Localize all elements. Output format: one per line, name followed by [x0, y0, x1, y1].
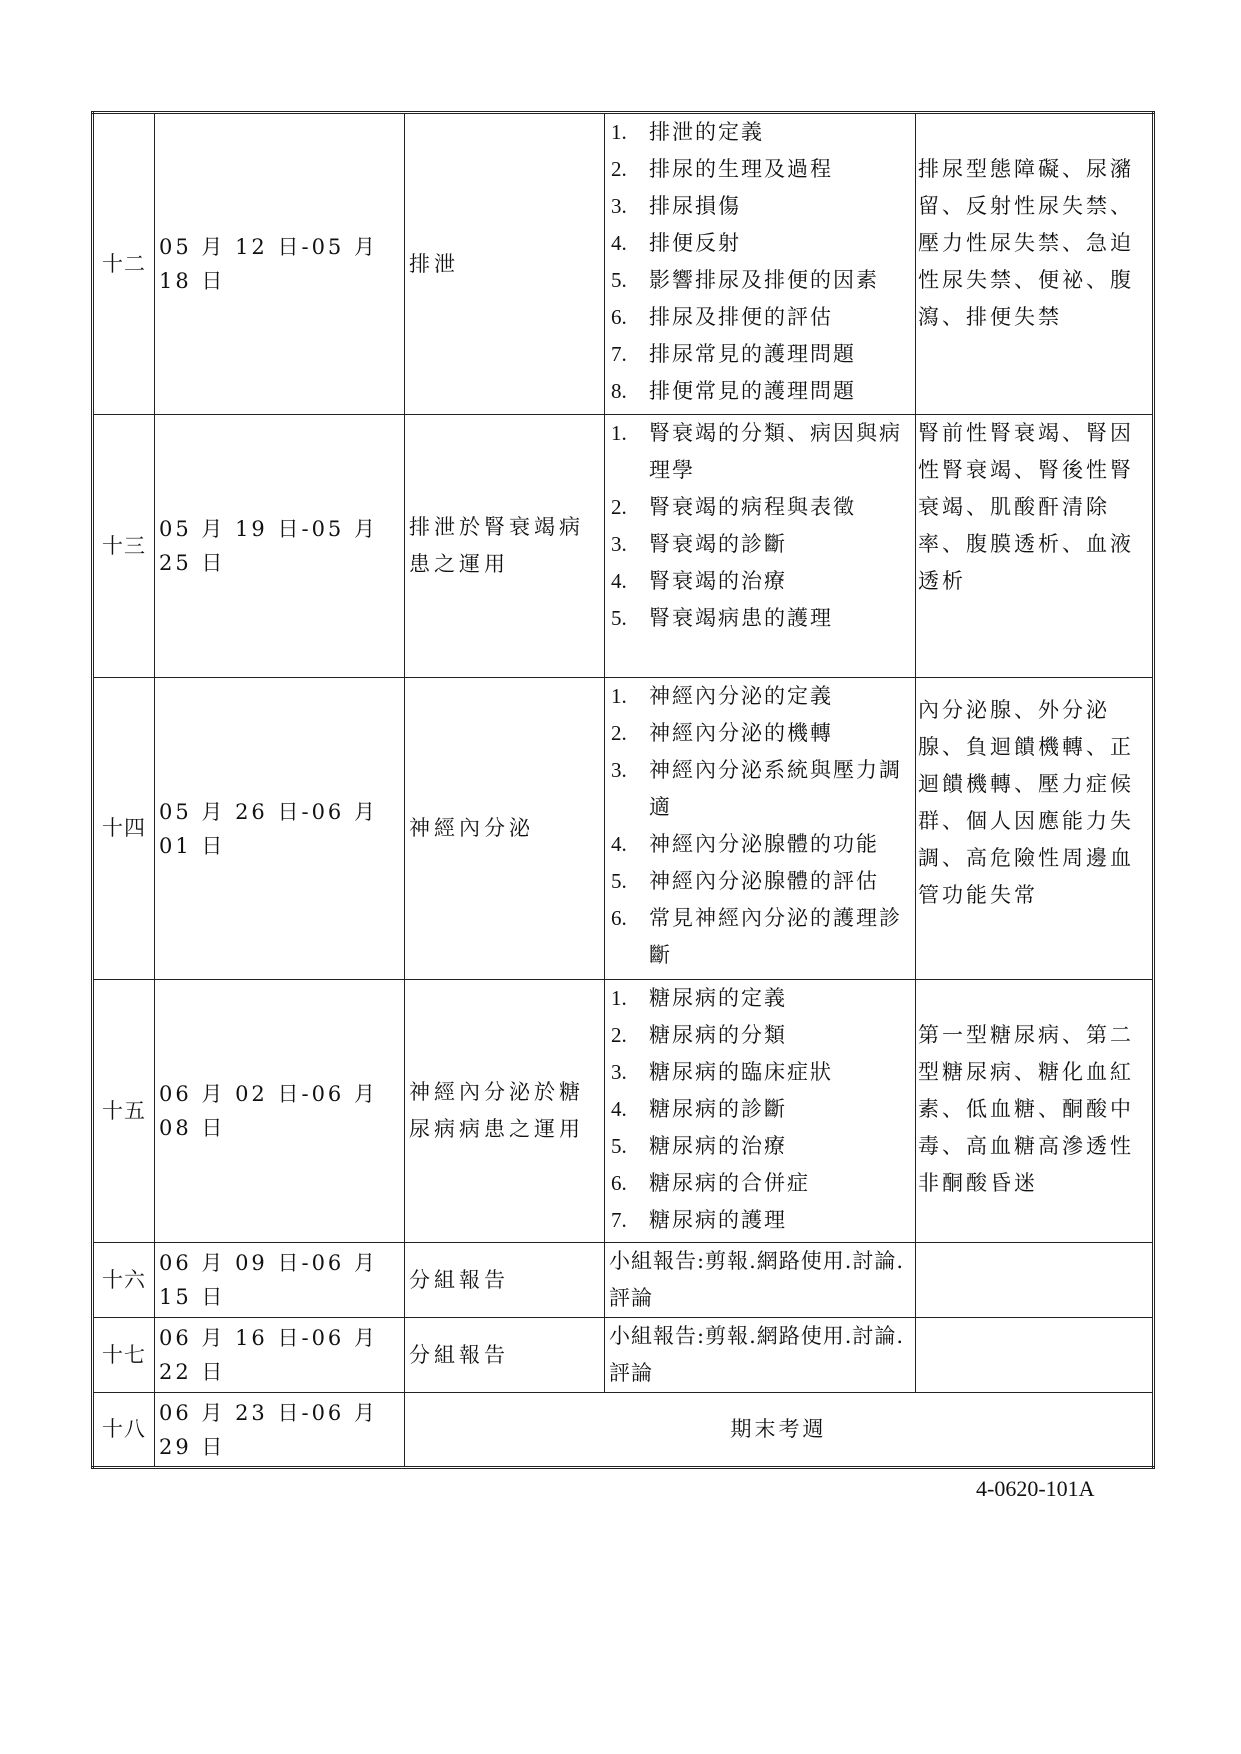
- list-item: [611, 678, 913, 715]
- note-cell: 小組報告:剪報.網路使用.討論.評論: [605, 1243, 916, 1318]
- keywords-cell: [916, 980, 1154, 1243]
- item-number: 2.: [611, 495, 627, 519]
- item-number: 6.: [611, 906, 627, 930]
- week-cell: 十七: [93, 1318, 155, 1393]
- item-text: 糖尿病的護理: [649, 1208, 787, 1232]
- table-row: [93, 1393, 1154, 1468]
- keywords-text: 排尿型態障礙、尿瀦留、反射性尿失禁、壓力性尿失禁、急迫性尿失禁、便祕、腹瀉、排便失禁: [918, 157, 1134, 329]
- topic-list: [611, 678, 913, 974]
- list-item: [611, 1017, 913, 1054]
- list-item: [611, 114, 913, 151]
- item-text: 排便常見的護理問題: [649, 379, 856, 403]
- item-text: 腎衰竭的診斷: [649, 532, 787, 556]
- item-number: 5.: [611, 1134, 627, 1158]
- item-number: 4.: [611, 1097, 627, 1121]
- week-cell: 十四: [93, 678, 155, 980]
- week-cell: 十三: [93, 415, 155, 678]
- list-item: [611, 336, 913, 373]
- topic-list: [611, 114, 913, 410]
- date-cell: 06 月 23 日-06 月 29 日: [155, 1393, 405, 1468]
- list-item: [611, 225, 913, 262]
- list-item: [611, 1165, 913, 1202]
- keywords-cell: [916, 415, 1154, 678]
- item-text: 神經內分泌腺體的評估: [649, 869, 879, 893]
- list-item: [611, 151, 913, 188]
- unit-cell: 排泄於腎衰竭病患之運用: [405, 415, 605, 678]
- item-number: 3.: [611, 758, 627, 782]
- list-item: [611, 715, 913, 752]
- week-cell: 十二: [93, 113, 155, 415]
- item-text: 神經內分泌的機轉: [649, 721, 833, 745]
- date-cell: 05 月 26 日-06 月 01 日: [155, 678, 405, 980]
- form-code: 4-0620-101A: [976, 1476, 1095, 1501]
- list-item: [611, 1202, 913, 1239]
- item-number: 1.: [611, 986, 627, 1010]
- list-item: [611, 1091, 913, 1128]
- list-item: [611, 563, 913, 600]
- item-text: 腎衰竭的病程與表徵: [649, 495, 856, 519]
- keywords-cell: [916, 1318, 1154, 1393]
- unit-cell: 分組報告: [405, 1243, 605, 1318]
- item-text: 腎衰竭的分類、病因與病理學: [649, 421, 902, 482]
- keywords-text: 第一型糖尿病、第二型糖尿病、糖化血紅素、低血糖、酮酸中毒、高血糖高滲透性非酮酸昏迷: [918, 1023, 1134, 1195]
- list-item: [611, 526, 913, 563]
- item-number: 4.: [611, 231, 627, 255]
- item-text: 影響排尿及排便的因素: [649, 268, 879, 292]
- note-cell: 小組報告:剪報.網路使用.討論.評論: [605, 1318, 916, 1393]
- unit-cell: 排泄: [405, 113, 605, 415]
- table-row: [93, 1318, 1154, 1393]
- item-number: 6.: [611, 1171, 627, 1195]
- item-text: 糖尿病的治療: [649, 1134, 787, 1158]
- item-text: 排尿的生理及過程: [649, 157, 833, 181]
- unit-cell: 神經內分泌: [405, 678, 605, 980]
- date-cell: 06 月 02 日-06 月 08 日: [155, 980, 405, 1243]
- list-item: [611, 1128, 913, 1165]
- table-row: [93, 1243, 1154, 1318]
- item-number: 4.: [611, 569, 627, 593]
- list-item: [611, 415, 913, 489]
- keywords-cell: [916, 678, 1154, 980]
- list-item: [611, 188, 913, 225]
- item-text: 糖尿病的分類: [649, 1023, 787, 1047]
- topic-list: [611, 415, 913, 637]
- list-item: [611, 262, 913, 299]
- date-cell: 05 月 19 日-05 月 25 日: [155, 415, 405, 678]
- item-text: 排尿損傷: [649, 194, 741, 218]
- table-row: [93, 113, 1154, 415]
- item-number: 5.: [611, 606, 627, 630]
- week-cell: 十八: [93, 1393, 155, 1468]
- topics-cell: [605, 415, 916, 678]
- unit-cell: 分組報告: [405, 1318, 605, 1393]
- list-item: [611, 900, 913, 974]
- list-item: [611, 299, 913, 336]
- list-item: [611, 863, 913, 900]
- list-item: [611, 826, 913, 863]
- item-text: 神經內分泌系統與壓力調適: [649, 758, 902, 819]
- week-cell: 十五: [93, 980, 155, 1243]
- item-text: 糖尿病的診斷: [649, 1097, 787, 1121]
- list-item: [611, 489, 913, 526]
- topic-list: [611, 980, 913, 1239]
- unit-cell: 神經內分泌於糖尿病病患之運用: [405, 980, 605, 1243]
- table-row: [93, 980, 1154, 1243]
- topics-cell: [605, 980, 916, 1243]
- keywords-text: 腎前性腎衰竭、腎因性腎衰竭、腎後性腎衰竭、肌酸酐清除率、腹膜透析、血液透析: [918, 421, 1134, 593]
- item-number: 3.: [611, 194, 627, 218]
- item-text: 糖尿病的臨床症狀: [649, 1060, 833, 1084]
- item-number: 4.: [611, 832, 627, 856]
- item-number: 5.: [611, 869, 627, 893]
- keywords-cell: [916, 1243, 1154, 1318]
- keywords-cell: [916, 113, 1154, 415]
- item-number: 8.: [611, 379, 627, 403]
- item-text: 神經內分泌的定義: [649, 684, 833, 708]
- item-text: 腎衰竭的治療: [649, 569, 787, 593]
- topics-cell: [605, 678, 916, 980]
- final-exam-cell: 期末考週: [405, 1393, 1154, 1468]
- item-number: 2.: [611, 157, 627, 181]
- item-number: 1.: [611, 684, 627, 708]
- date-cell: 05 月 12 日-05 月 18 日: [155, 113, 405, 415]
- item-text: 排便反射: [649, 231, 741, 255]
- item-number: 5.: [611, 268, 627, 292]
- item-number: 7.: [611, 342, 627, 366]
- item-number: 6.: [611, 305, 627, 329]
- table-row: [93, 678, 1154, 980]
- keywords-text: 內分泌腺、外分泌腺、負迴饋機轉、正迴饋機轉、壓力症候群、個人因應能力失調、高危險性周邊血管功能失常: [918, 698, 1134, 907]
- item-text: 神經內分泌腺體的功能: [649, 832, 879, 856]
- date-cell: 06 月 09 日-06 月 15 日: [155, 1243, 405, 1318]
- topics-cell: [605, 113, 916, 415]
- item-number: 3.: [611, 532, 627, 556]
- item-text: 排尿常見的護理問題: [649, 342, 856, 366]
- schedule-table: [91, 111, 1155, 1469]
- list-item: [611, 600, 913, 637]
- item-number: 7.: [611, 1208, 627, 1232]
- item-text: 糖尿病的合併症: [649, 1171, 810, 1195]
- item-number: 1.: [611, 120, 627, 144]
- list-item: [611, 1054, 913, 1091]
- item-text: 常見神經內分泌的護理診斷: [649, 906, 902, 967]
- week-cell: 十六: [93, 1243, 155, 1318]
- item-text: 排泄的定義: [649, 120, 764, 144]
- list-item: [611, 373, 913, 410]
- date-cell: 06 月 16 日-06 月 22 日: [155, 1318, 405, 1393]
- item-number: 1.: [611, 421, 627, 445]
- item-text: 腎衰竭病患的護理: [649, 606, 833, 630]
- item-number: 3.: [611, 1060, 627, 1084]
- item-number: 2.: [611, 721, 627, 745]
- item-text: 排尿及排便的評估: [649, 305, 833, 329]
- list-item: [611, 752, 913, 826]
- item-number: 2.: [611, 1023, 627, 1047]
- table-row: [93, 415, 1154, 678]
- item-text: 糖尿病的定義: [649, 986, 787, 1010]
- list-item: [611, 980, 913, 1017]
